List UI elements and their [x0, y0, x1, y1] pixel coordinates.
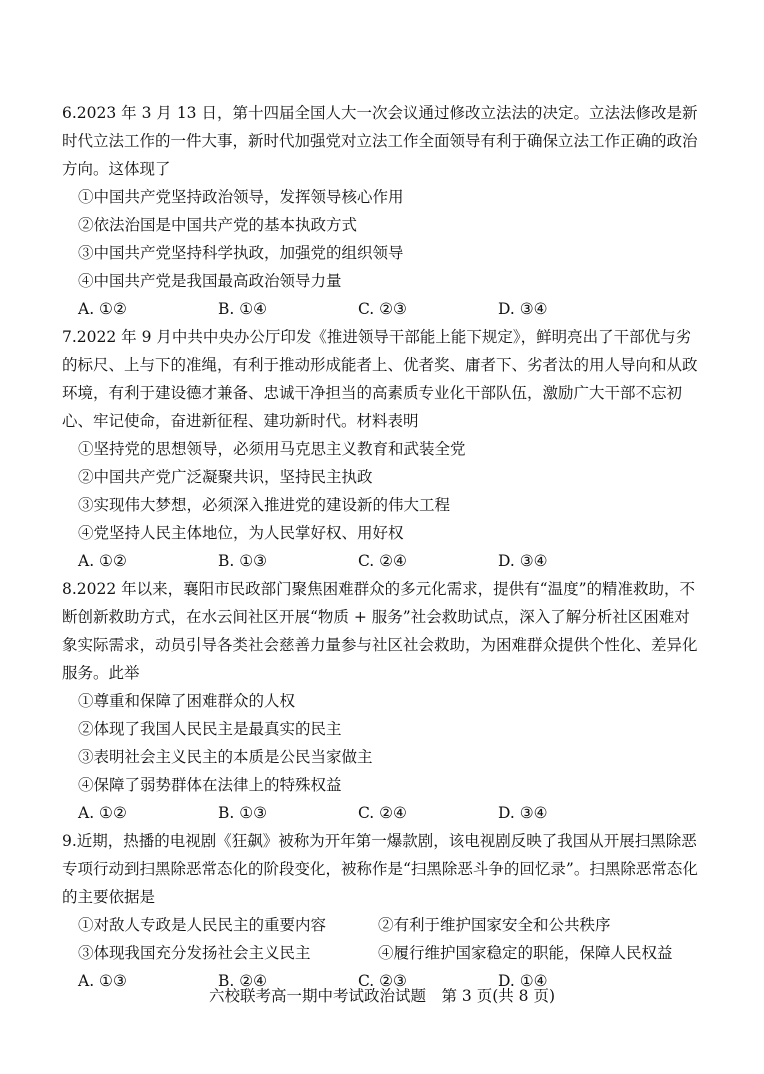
answer-b: B. ②④: [218, 972, 268, 990]
option-1: ①中国共产党坚持政治领导，发挥领导核心作用: [78, 188, 404, 206]
option-2: ②有利于维护国家安全和公共秩序: [378, 916, 611, 934]
answer-choices: [62, 295, 698, 323]
option-4: ④中国共产党是我国最高政治领导力量: [78, 272, 342, 290]
option-row-1: [62, 911, 698, 939]
question-stem: [62, 827, 698, 911]
option-3: ③实现伟大梦想，必须深入推进党的建设新的伟大工程: [78, 496, 451, 514]
answer-a: A. ①③: [78, 972, 127, 990]
page-footer: 六校联考高一期中考试政治试题 第 3 页(共 8 页): [208, 987, 556, 1005]
answer-c: C. ②④: [358, 804, 407, 822]
question-6: [62, 99, 698, 323]
answer-a: A. ①②: [78, 552, 127, 570]
option-3: ③体现我国充分发扬社会主义民主: [78, 944, 311, 962]
option-4: ④保障了弱势群体在法律上的特殊权益: [78, 776, 342, 794]
option-4: ④党坚持人民主体地位，为人民掌好权、用好权: [78, 524, 404, 542]
option-1: ①对敌人专政是人民民主的重要内容: [78, 916, 327, 934]
option-2: ②依法治国是中国共产党的基本执政方式: [78, 216, 358, 234]
answer-d: D. ③④: [498, 552, 548, 570]
answer-a: A. ①②: [78, 300, 127, 318]
question-9: [62, 827, 698, 995]
answer-b: B. ①③: [218, 552, 268, 570]
answer-c: C. ②④: [358, 552, 407, 570]
option-2: ②中国共产党广泛凝聚共识，坚持民主执政: [78, 468, 373, 486]
answer-d: D. ③④: [498, 300, 548, 318]
option-4: ④履行维护国家稳定的职能，保障人民权益: [378, 944, 673, 962]
answer-d: D. ①④: [498, 972, 548, 990]
question-text: 近期，热播的电视剧《狂飙》被称为开年第一爆款剧，该电视剧反映了我国从开展扫黑除恶专项行动到扫黑除恶常态化的阶段变化，被称作是“扫黑除恶斗争的回忆录”。扫黑除恶常态化的主要依据是: [62, 832, 698, 906]
question-text: 2022 年 9 月中共中央办公厅印发《推进领导干部能上能下规定》，鲜明亮出了干部优与劣的标尺、上与下的准绳，有利于推动形成能者上、优者奖、庸者下、劣者汰的用人导向和从政环境，有利于建设德才兼备、忠诚干净担当的高素质专业化干部队伍，激励广大干部不忘初心、牢记使命，奋进新征程、建功新时代。材料表明: [62, 328, 698, 430]
answer-c: C. ②③: [358, 300, 407, 318]
question-text: 2022 年以来，襄阳市民政部门聚焦困难群众的多元化需求，提供有“温度”的精准救助，不断创新救助方式，在水云间社区开展“物质 + 服务”社会救助试点，深入了解分析社区困难对象实际需求，动员引导各类社会慈善力量参与社区社会救助，为困难群众提供个性化、差异化服务。此举: [62, 580, 698, 682]
question-number: 6.: [62, 104, 77, 122]
question-stem: [62, 575, 698, 687]
answer-choices: [62, 799, 698, 827]
option-1: ①尊重和保障了困难群众的人权: [78, 692, 296, 710]
option-3: ③表明社会主义民主的本质是公民当家做主: [78, 748, 373, 766]
option-1: ①坚持党的思想领导，必须用马克思主义教育和武装全党: [78, 440, 466, 458]
answer-c: C. ②③: [358, 972, 407, 990]
question-stem: [62, 323, 698, 435]
answer-b: B. ①④: [218, 300, 268, 318]
question-7: [62, 323, 698, 575]
answer-choices: [62, 547, 698, 575]
answer-b: B. ①③: [218, 804, 268, 822]
question-number: 9.: [62, 832, 77, 850]
option-row-2: [62, 939, 698, 967]
answer-d: D. ③④: [498, 804, 548, 822]
question-stem: [62, 99, 698, 183]
option-2: ②体现了我国人民民主是最真实的民主: [78, 720, 342, 738]
option-3: ③中国共产党坚持科学执政，加强党的组织领导: [78, 244, 404, 262]
question-8: [62, 575, 698, 827]
question-number: 8.: [62, 580, 77, 598]
answer-a: A. ①②: [78, 804, 127, 822]
question-text: 2023 年 3 月 13 日，第十四届全国人大一次会议通过修改立法法的决定。立法法修改是新时代立法工作的一件大事，新时代加强党对立法工作全面领导有利于确保立法工作正确的政治方向。这体现了: [62, 104, 698, 178]
question-number: 7.: [62, 328, 77, 346]
